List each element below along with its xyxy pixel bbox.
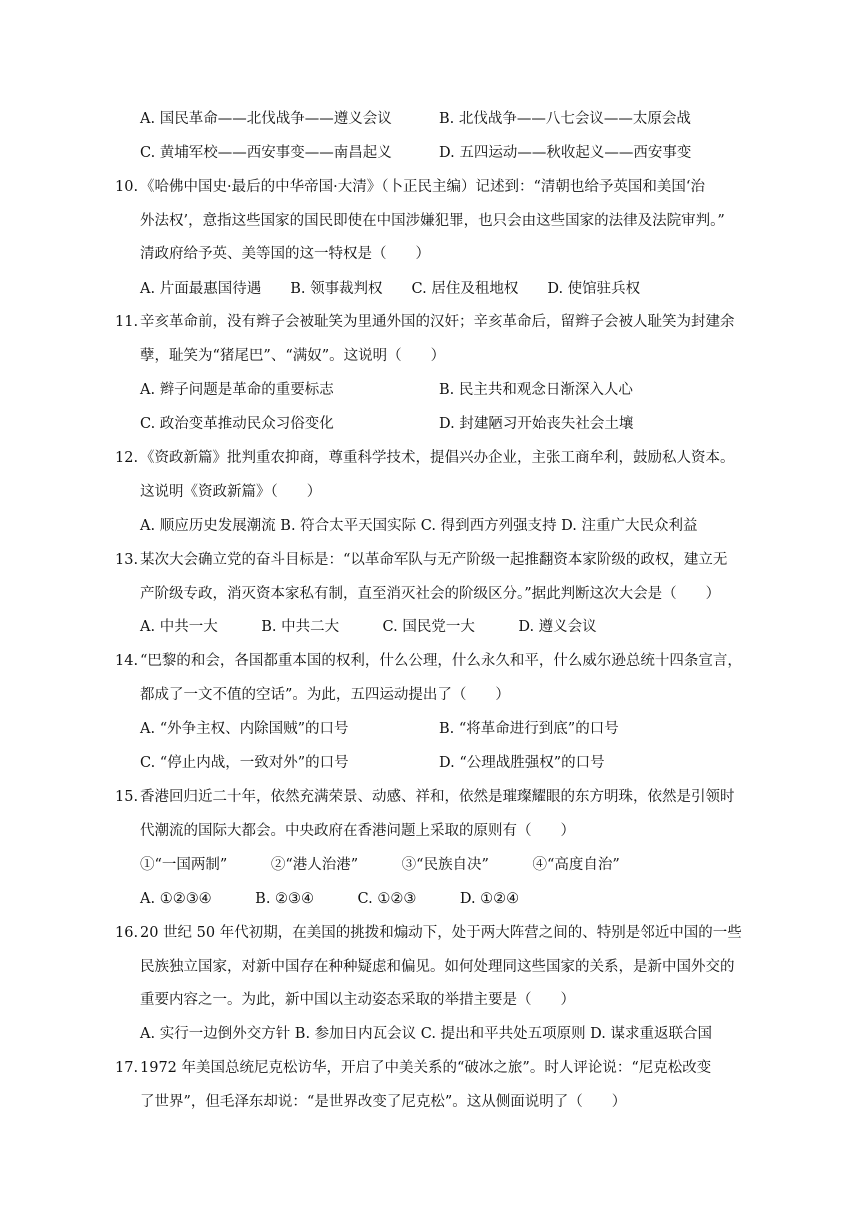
- q9-option-c: C. 黄埔军校——西安事变——南昌起义: [140, 145, 392, 161]
- q14-number: 14.: [115, 653, 139, 669]
- q11-number: 11.: [115, 314, 139, 330]
- q13-stem-line: 产阶级专政，消灭资本家私有制，直至消灭社会的阶级区分。”据此判断这次大会是（ ）: [140, 586, 721, 602]
- q14-option-b: B. “将革命进行到底”的口号: [439, 721, 619, 737]
- q12-stem-line: 《资政新篇》批判重农抑商，尊重科学技术，提倡兴办企业，主张工商牟利，鼓励私人资本。: [140, 450, 735, 466]
- q9-option-a: A. 国民革命——北伐战争——遵义会议: [140, 111, 392, 127]
- q11-option-b: B. 民主共和观念日渐深入人心: [439, 382, 633, 398]
- q9-option-d: D. 五四运动——秋收起义——西安事变: [439, 145, 692, 161]
- q13-stem-line: 某次大会确立党的奋斗目标是：“以革命军队与无产阶级一起推翻资本家阶级的政权，建立无: [140, 552, 728, 568]
- q16-number: 16.: [115, 925, 139, 941]
- q12-stem-line: 这说明《资政新篇》（ ）: [140, 484, 322, 500]
- q11-option-a: A. 辫子问题是革命的重要标志: [140, 382, 334, 398]
- q13-number: 13.: [115, 552, 139, 568]
- q10-stem-line: 外法权’，意指这些国家的国民即使在中国涉嫌犯罪，也只会由这些国家的法律及法院审判。”: [140, 213, 725, 229]
- q11-option-c: C. 政治变革推动民众习俗变化: [140, 416, 334, 432]
- q10-options: A. 片面最惠国待遇 B. 领事裁判权 C. 居住及租地权 D. 使馆驻兵权: [140, 281, 641, 297]
- q15-number: 15.: [115, 789, 139, 805]
- q16-options: A. 实行一边倒外交方针 B. 参加日内瓦会议 C. 提出和平共处五项原则 D. 谋求重返联合国: [140, 1026, 713, 1042]
- q11-option-d: D. 封建陋习开始丧失社会土壤: [439, 416, 634, 432]
- q11-stem-line: 辛亥革命前，没有辫子会被耻笑为里通外国的汉奸；辛亥革命后，留辫子会被人耻笑为封建余: [140, 314, 735, 330]
- q14-option-a: A. “外争主权、内除国贼”的口号: [140, 721, 349, 737]
- q14-option-d: D. “公理战胜强权”的口号: [439, 755, 605, 771]
- q15-options: A. ①②③④ B. ②③④ C. ①②③ D. ①②④: [140, 891, 520, 907]
- q11-stem-line: 孽，耻笑为“猪尾巴”、“满奴”。这说明（ ）: [140, 348, 446, 364]
- q9-option-b: B. 北伐战争——八七会议——太原会战: [439, 111, 691, 127]
- q17-stem-line: 了世界”，但毛泽东却说：“是世界改变了尼克松”。这从侧面说明了（ ）: [140, 1094, 627, 1110]
- q10-stem-line: 《哈佛中国史·最后的中华帝国·大清》（卜正民主编）记述到：“清朝也给予英国和美国‘治: [140, 179, 705, 195]
- q17-stem-line: 1972 年美国总统尼克松访华，开启了中美关系的“破冰之旅”。时人评论说：“尼克松改变: [140, 1060, 712, 1076]
- q17-number: 17.: [115, 1060, 139, 1076]
- q10-number: 10.: [115, 179, 139, 195]
- q15-stem-line: 香港回归近二十年，依然充满荣景、动感、祥和，依然是璀璨耀眼的东方明珠，依然是引领时: [140, 789, 735, 805]
- q14-stem-line: “巴黎的和会，各国都重本国的权利，什么公理，什么永久和平，什么威尔逊总统十四条宣言，: [140, 653, 742, 669]
- q15-statements: ①“一国两制” ②“港人治港” ③“民族自决” ④“高度自治”: [140, 857, 620, 873]
- q14-stem-line: 都成了一文不值的空话”。为此，五四运动提出了（ ）: [140, 687, 510, 703]
- q12-number: 12.: [115, 450, 139, 466]
- q12-options: A. 顺应历史发展潮流 B. 符合太平天国实际 C. 得到西方列强支持 D. 注重广大民众利益: [140, 518, 698, 534]
- q13-options: A. 中共一大 B. 中共二大 C. 国民党一大 D. 遵义会议: [140, 619, 597, 635]
- q16-stem-line: 民族独立国家，对新中国存在种种疑虑和偏见。如何处理同这些国家的关系，是新中国外交的: [140, 959, 735, 975]
- q15-stem-line: 代潮流的国际大都会。中央政府在香港问题上采取的原则有（ ）: [140, 823, 575, 839]
- q16-stem-line: 20 世纪 50 年代初期，在美国的挑拨和煽动下，处于两大阵营之间的、特别是邻近中国的一些: [140, 925, 742, 941]
- q16-stem-line: 重要内容之一。为此，新中国以主动姿态采取的举措主要是（ ）: [140, 992, 575, 1008]
- q14-option-c: C. “停止内战，一致对外”的口号: [140, 755, 349, 771]
- q10-stem-line: 清政府给予英、美等国的这一特权是（ ）: [140, 246, 430, 262]
